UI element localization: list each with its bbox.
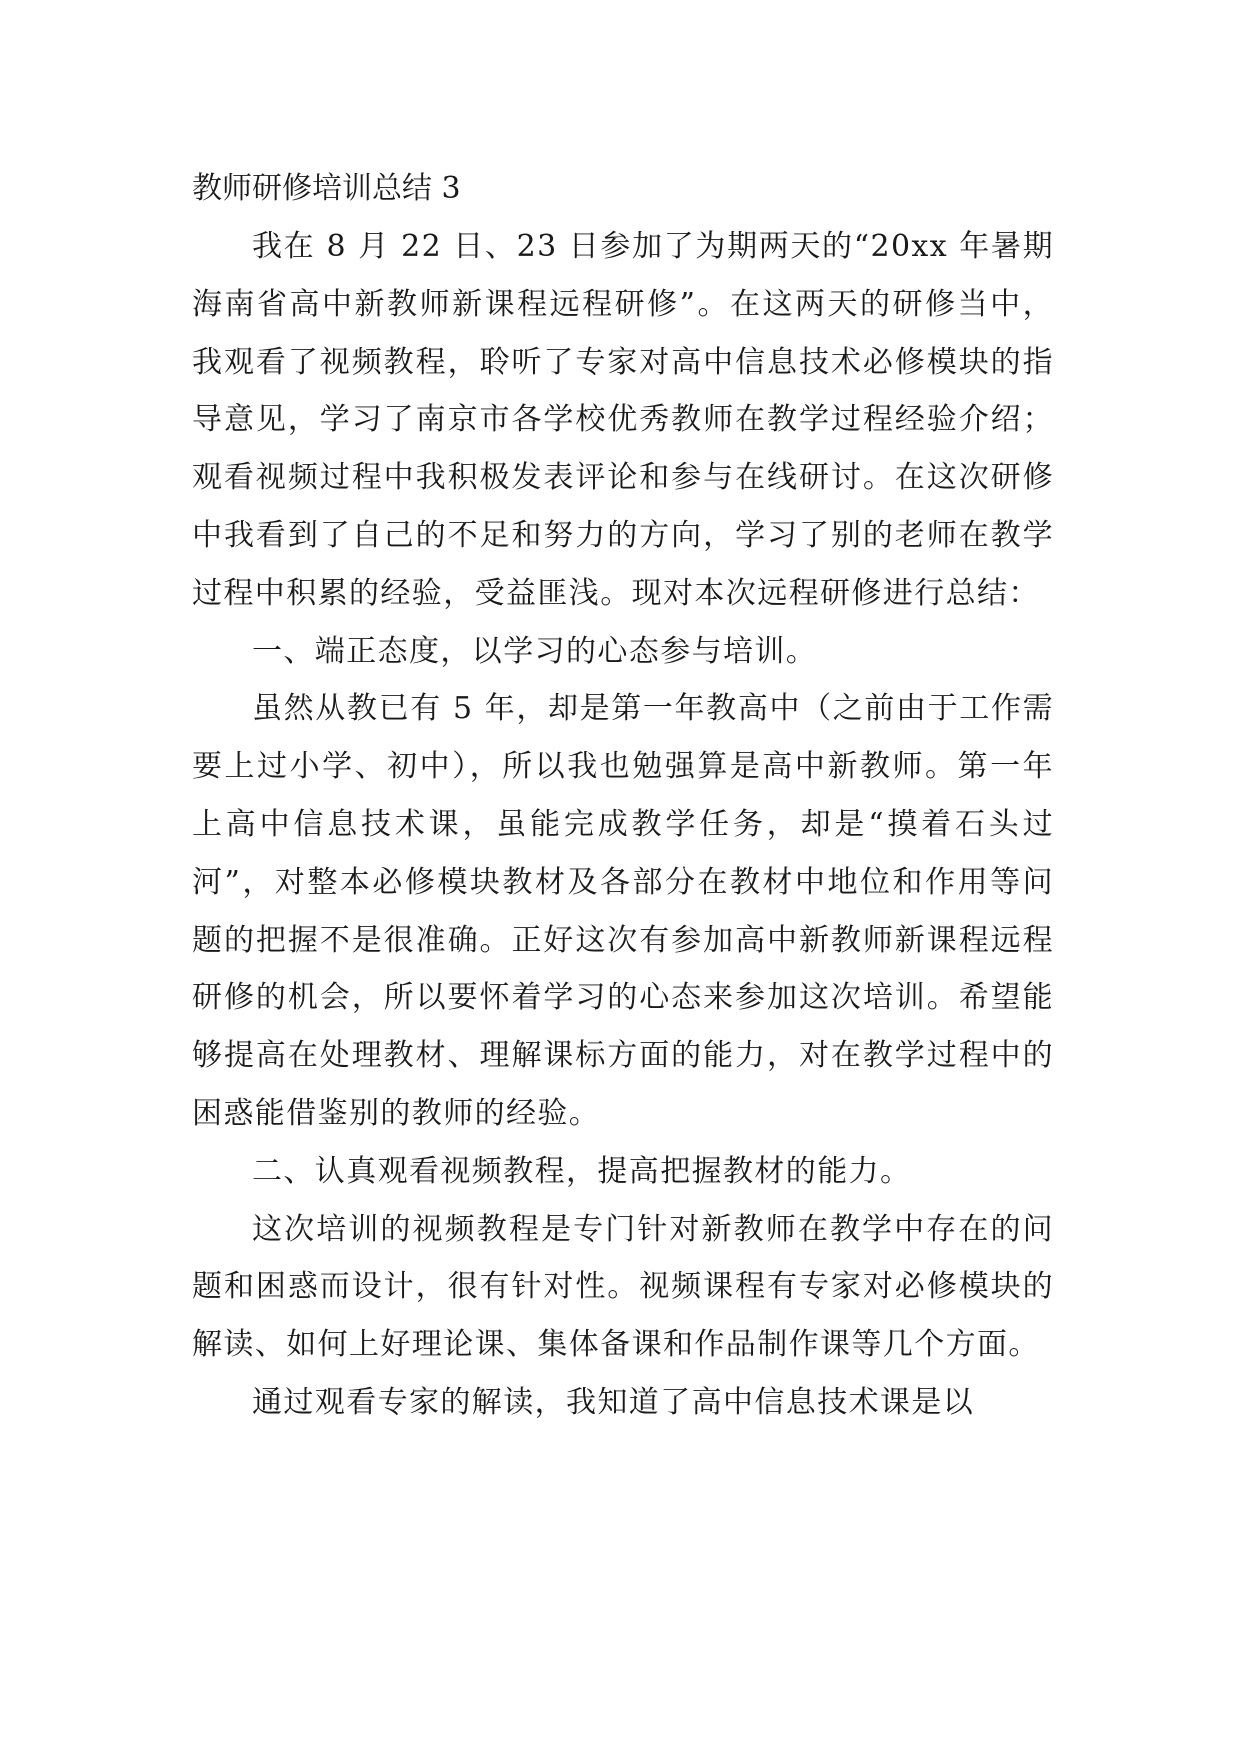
section-heading-2: 二、认真观看视频教程，提高把握教材的能力。 [252, 1153, 912, 1189]
document-title: 教师研修培训总结 3 [192, 171, 461, 206]
paragraph-continued: 通过观看专家的解读，我知道了高中信息技术课是以 [252, 1384, 975, 1420]
paragraph-intro: 我在 8 月 22 日、23 日参加了为期两天的“20xx 年暑期海南省高中新教师新课程远程研修”。在这两天的研修当中，我观看了视频教程，聆听了专家对高中信息技术必修模块的指导意见，学习了南京市各学校优秀教师在教学过程经验介绍；观看视频过程中我积极发表评论和参与在线研讨。在这次研修中我看到了自己的不足和努力的方向，学习了别的老师在教学过程中积累的经验，受益匪浅。现对本次远程研修进行总结： [192, 229, 1054, 611]
paragraph-section-2: 这次培训的视频教程是专门针对新教师在教学中存在的问题和困惑而设计，很有针对性。视频课程有专家对必修模块的解读、如何上好理论课、集体备课和作品制作课等几个方面。 [192, 1211, 1054, 1363]
paragraph-section-1: 虽然从教已有 5 年，却是第一年教高中（之前由于工作需要上过小学、初中），所以我也勉强算是高中新教师。第一年上高中信息技术课，虽能完成教学任务，却是“摸着石头过河”，对整本必修模块教材及各部分在教材中地位和作用等问题的把握不是很准确。正好这次有参加高中新教师新课程远程研修的机会，所以要怀着学习的心态来参加这次培训。希望能够提高在处理教材、理解课标方面的能力，对在教学过程中的困惑能借鉴别的教师的经验。 [192, 691, 1054, 1131]
document-page [192, 160, 1054, 1432]
section-heading-1: 一、端正态度，以学习的心态参与培训。 [252, 633, 818, 669]
